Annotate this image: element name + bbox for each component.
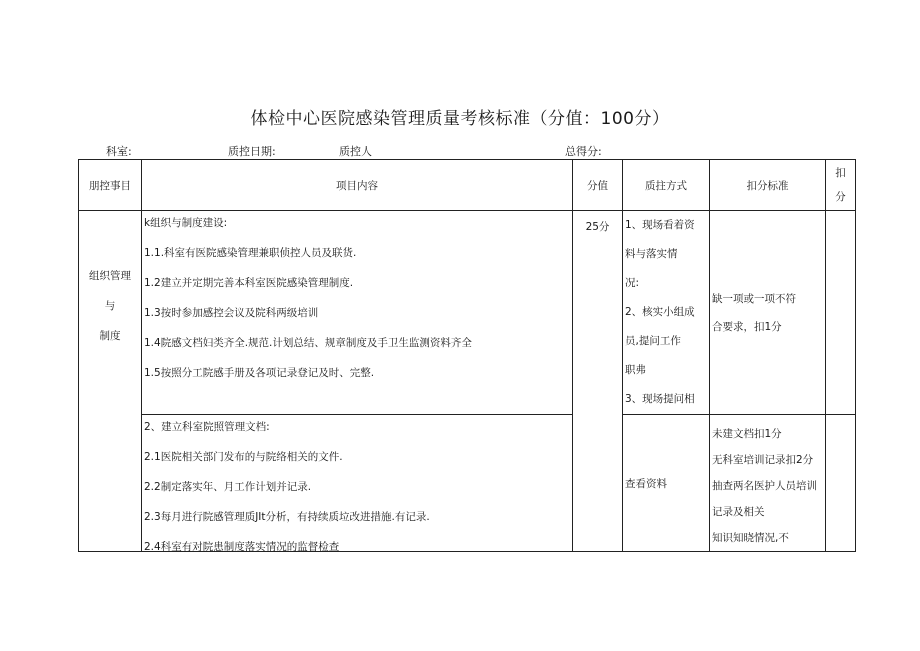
content-line: 1.4院感文档妇类齐全.规范.计划总结、规章制度及手卫生监测资料齐全 bbox=[144, 337, 472, 349]
method-cell bbox=[623, 211, 710, 415]
qc-person-label: 质控人 bbox=[339, 145, 372, 158]
content-line: 2、建立科室院照管理文档: bbox=[144, 421, 270, 433]
header-score: 分值 bbox=[573, 160, 623, 211]
score-value: 25分 bbox=[585, 221, 610, 233]
table-row bbox=[79, 415, 856, 552]
content-cell bbox=[142, 211, 573, 415]
category-cell bbox=[79, 211, 142, 552]
content-line: 2.3每月进行院感管理质JIt分析，有持续质垃改进措施.有记录. bbox=[144, 511, 430, 523]
category-line: 制度 bbox=[99, 330, 121, 342]
assessment-table bbox=[78, 159, 856, 552]
department-label: 科室: bbox=[106, 145, 132, 158]
content-line: 2.2制定落实年、月工作计划并记录. bbox=[144, 481, 312, 493]
content-line: 1.5按照分工院感手册及各项记录登记及时、完整. bbox=[144, 367, 375, 379]
method-line: 3、现场提问相 bbox=[625, 393, 695, 405]
content-line: 1.1.科室有医院感染管理兼职侦控人员及联货. bbox=[144, 247, 357, 259]
category-line: 与 bbox=[104, 300, 116, 312]
deduct-line: 抽查两名医护人员培训 bbox=[712, 480, 817, 492]
method-line: 职弗 bbox=[625, 364, 646, 376]
content-line: 1.2建立并定期完善本科室医院感染管理制度. bbox=[144, 277, 354, 289]
content-line: k组织与制度建设: bbox=[144, 217, 228, 229]
method-cell: 查看资料 bbox=[623, 415, 710, 552]
content-line: 1.3按时参加感控会议及院科两级培训 bbox=[144, 307, 319, 319]
header-row bbox=[79, 160, 856, 211]
table-row bbox=[79, 211, 856, 415]
header-content: 项目内容 bbox=[142, 160, 573, 211]
header-category: 朋控事目 bbox=[79, 160, 142, 211]
method-line: 况: bbox=[625, 277, 640, 289]
category-line: 组织管理 bbox=[89, 270, 131, 282]
deduct-line: 无科室培训记录扣2分 bbox=[712, 454, 814, 466]
content-line: 2.4科室有对院患制度落实情况的监督检查 bbox=[144, 541, 340, 553]
total-score-label: 总得分: bbox=[565, 145, 602, 158]
qc-date-label: 质控日期: bbox=[228, 145, 276, 158]
header-deduct-char-2: 分 bbox=[835, 191, 846, 203]
header-deduct-char-1: 扣 bbox=[835, 167, 846, 179]
header-deduct-points bbox=[826, 160, 856, 211]
header-deduct-standard: 扣分标准 bbox=[710, 160, 826, 211]
method-line: 员,提问工作 bbox=[625, 335, 681, 347]
method-line: 1、现场看着资 bbox=[625, 219, 695, 231]
page-title: 体检中心医院感染管理质量考核标准（分值：100分） bbox=[250, 109, 670, 129]
deduct-line: 合要求，扣1分 bbox=[712, 320, 782, 333]
header-method: 质拄方式 bbox=[623, 160, 710, 211]
deduct-standard-cell bbox=[710, 415, 826, 552]
deduct-line: 记录及相关 bbox=[712, 506, 765, 518]
method-line: 料与落实情 bbox=[625, 248, 678, 260]
score-cell bbox=[573, 211, 623, 552]
deduct-standard-cell bbox=[710, 211, 826, 415]
deduct-line: 缺一项或一项不符 bbox=[712, 292, 796, 305]
deduct-line: 未建文档扣1分 bbox=[712, 428, 782, 440]
method-line: 2、核实小组成 bbox=[625, 306, 695, 318]
content-cell bbox=[142, 415, 573, 552]
deduct-points-cell bbox=[826, 415, 856, 552]
deduct-points-cell bbox=[826, 211, 856, 415]
content-line: 2.1医院相关部门发布的与院络相关的文件. bbox=[144, 451, 343, 463]
deduct-line: 知识知晓情况,不 bbox=[712, 532, 789, 544]
